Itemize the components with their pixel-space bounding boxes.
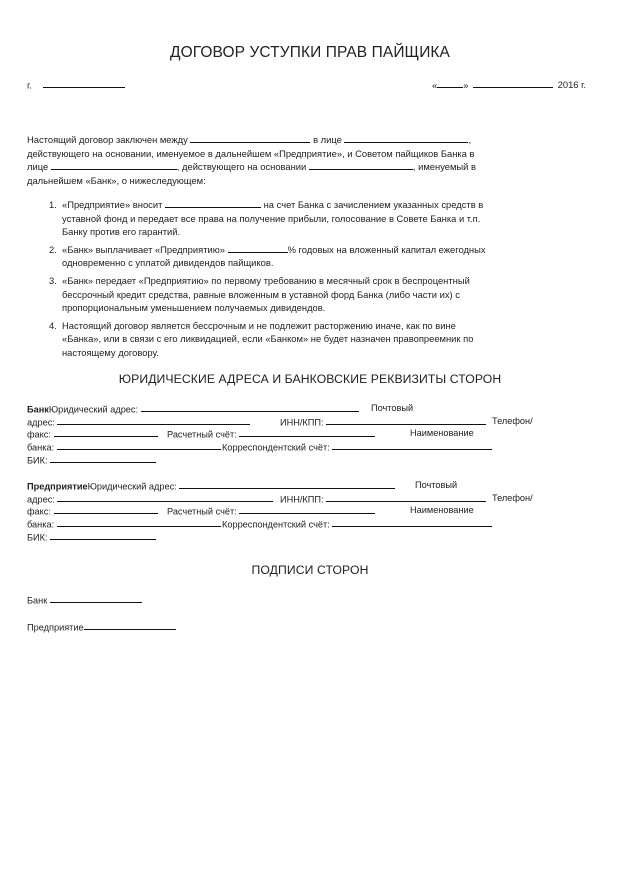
city-field: [27, 79, 125, 90]
enterprise-corr-account-field[interactable]: [332, 518, 492, 527]
enterprise-bank-name-field[interactable]: [57, 518, 221, 527]
intro-text-1: Настоящий договор заключен между: [27, 134, 188, 145]
council-rep-blank[interactable]: [51, 161, 177, 170]
date-year: 2016 г.: [557, 79, 586, 91]
list-item: 4. Настоящий договор является бессрочным и не подлежит расторжению иначе, как по вине «Банка», или в связи с его ликвидацией, если «Банком» не будет назначен правопреемник по настоящему договору.: [49, 319, 474, 358]
enterprise-inn-field[interactable]: [326, 493, 486, 502]
document-title: ДОГОВОР УСТУПКИ ПРАВ ПАЙЩИКА: [170, 44, 450, 61]
city-prefix: г.: [27, 79, 32, 91]
enterprise-bik-field[interactable]: [50, 531, 156, 540]
percent-blank[interactable]: [228, 243, 288, 252]
signatures-heading: ПОДПИСИ СТОРОН: [251, 563, 369, 577]
enterprise-legal-address-field[interactable]: [179, 480, 395, 489]
intro-text-5: , действующего на основании: [176, 161, 307, 173]
date-open-quote: «: [432, 79, 438, 91]
list-item: 2. «Банк» выплачивает «Предприятию» % годовых на вложенный капитал ежегодных одновременно с уплатой дивидендов пайщиков.: [49, 243, 486, 269]
date-day-blank[interactable]: [437, 79, 463, 88]
party-blank[interactable]: [190, 134, 310, 143]
intro-text-2: в лице: [313, 134, 342, 145]
bank-name-field[interactable]: [57, 441, 221, 450]
date-field: [432, 79, 586, 90]
list-item: 3. «Банк» передает «Предприятию» по первому требованию в месячный срок в беспроцентный бессрочный кредит средства, равные вложенным в уставной форд Банка (либо части их) с пропорциональным уменьшением получаемых дивидендов.: [49, 274, 470, 314]
bank-signature-line[interactable]: [50, 594, 142, 603]
enterprise-account-field[interactable]: [239, 505, 375, 514]
date-month-blank[interactable]: [473, 79, 553, 88]
enterprise-postal-address-field[interactable]: [57, 493, 273, 502]
bank-party-label: Банк: [27, 404, 49, 415]
amount-blank[interactable]: [165, 199, 261, 208]
bank-account-field[interactable]: [239, 428, 375, 437]
intro-text-3: действующего на основании, именуемое в дальнейшем «Предприятие», и Советом пайщиков Банка в: [27, 147, 475, 159]
intro-text-7: дальнейшем «Банк», о нижеследующем:: [27, 174, 206, 186]
bank-signature: Банк: [27, 594, 142, 605]
bank-legal-address-field[interactable]: [141, 403, 359, 412]
addresses-heading: ЮРИДИЧЕСКИЕ АДРЕСА И БАНКОВСКИЕ РЕКВИЗИТЫ СТОРОН: [118, 372, 502, 386]
list-item: 1. «Предприятие» вносит на счет Банка с зачислением указанных средств в уставной фонд и передает все права на получение прибыли, голосование в Совете Банка и т.п. Банку против его гарантий.: [49, 199, 484, 238]
intro-paragraph: Настоящий договор заключен между в лице , действующего на основании, именуемое в дальнейшем «Предприятие», и Советом пайщиков Банка в лице , действующего на основании , именуемый в дальнейшем «Банк», о нижеследующем:: [27, 133, 547, 187]
bank-corr-account-field[interactable]: [332, 441, 492, 450]
enterprise-party-label: Предприятие: [27, 481, 88, 492]
bank-postal-address-field[interactable]: [57, 416, 250, 425]
date-close-quote: »: [463, 79, 469, 91]
representative-blank[interactable]: [344, 134, 468, 143]
document-page: ДОГОВОР УСТУПКИ ПРАВ ПАЙЩИКА г. « » 2016 г. Настоящий договор заключен между в лице , действующего на основании, именуемое в дальнейшем «Предприятие», и Советом пайщиков Банка в лице , действующего на основании , именуемый в дальнейшем «Банк», о нижеследующем: 1. «Предприятие» вносит на счет Банка с зачислением указанных средств в уставной фонд и передает все права на получение прибыли, голосование в Совете Банка и т.п. Банку против его гарантий. 2. «Банк» выплачивает «Предприятию» % годовых на вложенный капитал ежегодных одновременно с уплатой дивидендов пайщиков. 3. «Банк» передает «Предприятию» по первому требованию в месячный срок в беспроцентный бессрочный кредит средства, равные вложенным в уставной форд Банка (либо части их) с пропорциональным уменьшением получаемых дивидендов. 4. Настоящий договор является бессрочным и не подлежит расторжению иначе, как по вине «Банка», или в связи с его ликвидацией, если «Банком» не будет назначен правопреемник по настоящему договору. ЮРИДИЧЕСКИЕ АДРЕСА И БАНКОВСКИЕ РЕКВИЗИТЫ СТОРОН БанкЮридический адрес: Почтовый адрес: ИНН/КПП: Телефон/ факс: Расчетный счёт: Наименование банка: Корреспондентский счёт: БИК: ПредприятиеЮридический адрес: Почтовый адрес: ИНН/КПП: Телефон/ факс: Расчетный счёт: Наименование банка: Корреспондентский счёт: БИК: ПОДПИСИ СТОРОН Банк Предприятие: [0, 0, 620, 877]
bank-bik-field[interactable]: [50, 454, 156, 463]
enterprise-fax-field[interactable]: [54, 505, 158, 514]
bank-inn-field[interactable]: [326, 416, 486, 425]
intro-text-6: , именуемый в: [412, 161, 476, 173]
enterprise-signature: Предприятие: [27, 621, 176, 632]
intro-text-4: лице: [27, 161, 49, 173]
basis-blank[interactable]: [309, 161, 413, 170]
city-blank[interactable]: [43, 79, 125, 88]
clauses-list: [27, 198, 572, 364]
bank-fax-field[interactable]: [54, 428, 158, 437]
enterprise-signature-line[interactable]: [84, 621, 176, 630]
